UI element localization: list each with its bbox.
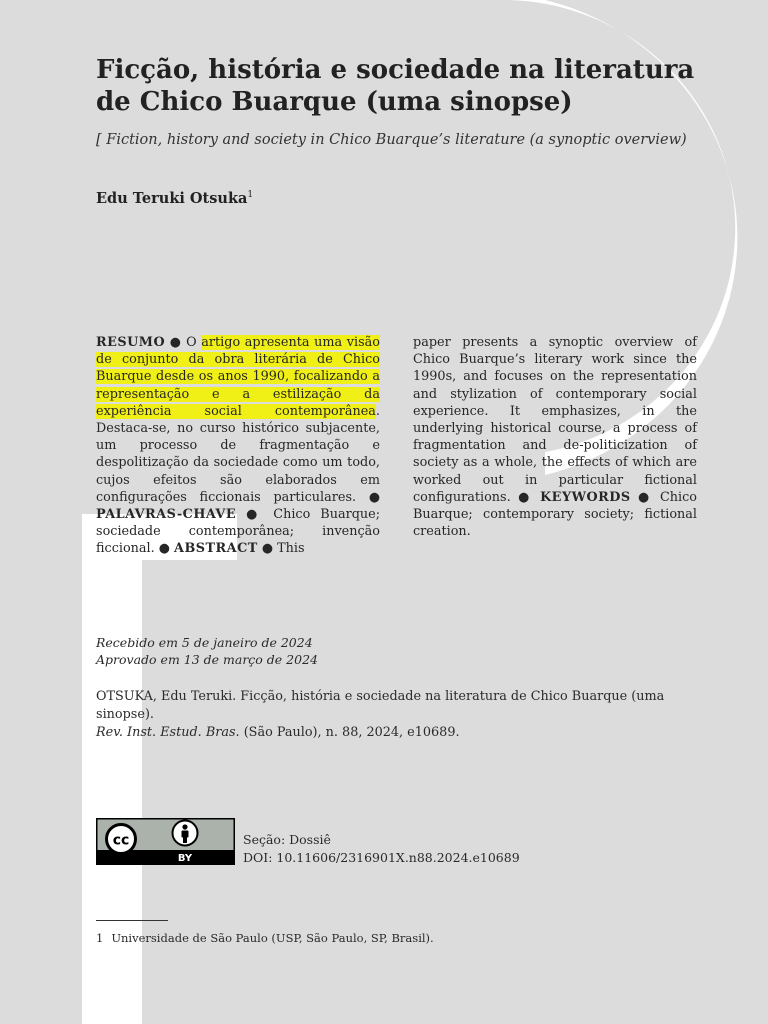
by-label: BY <box>177 853 193 864</box>
palavras-chave-text: Chico Buarque; sociedade contemporânea; invenção ficcional. <box>96 507 381 557</box>
citation-line-2 <box>96 724 706 742</box>
abstract-lead: This <box>277 541 305 557</box>
citation <box>96 688 706 742</box>
palavras-chave-label: PALAVRAS-CHAVE <box>96 507 237 523</box>
abstract-text: paper presents a synoptic overview of Chico Buarque’s literary work since the 1990s, and focuses on the representation and stylization of contemporary social experience. It emphasizes, in the underlying historical course, a process of fragmentation and de-politicization of society as a whole, the effects of which are worked out in particular fictional configurations. <box>413 335 697 505</box>
abstract-column-right <box>413 334 697 540</box>
keywords-text: Chico Buarque; contemporary society; fictional creation. <box>413 489 697 540</box>
footnote-number: 1 <box>96 931 104 945</box>
resumo-label: RESUMO <box>96 335 166 350</box>
received-date: Recebido em 5 de janeiro de 2024 <box>96 635 313 650</box>
bullet: ● <box>169 335 182 350</box>
approved-date: Aprovado em 13 de março de 2024 <box>96 652 318 667</box>
bullet: ● <box>158 541 170 557</box>
doi-link[interactable]: DOI: 10.11606/2316901X.n88.2024.e10689 <box>243 850 520 865</box>
section-info <box>243 831 520 867</box>
bullet: ● <box>261 541 274 557</box>
creative-commons-by-icon[interactable] <box>96 818 235 865</box>
citation-line-1: OTSUKA, Edu Teruki. Ficção, história e sociedade na literatura de Chico Buarque (uma sinopse). <box>96 689 665 722</box>
author-name: Edu Teruki Otsuka <box>96 190 248 207</box>
submission-dates <box>96 634 318 668</box>
citation-journal: Rev. Inst. Estud. Bras. <box>96 725 240 740</box>
person-icon-legs <box>183 837 187 843</box>
bullet: ● <box>246 507 264 523</box>
citation-details: (São Paulo), n. 88, 2024, e10689. <box>243 725 460 740</box>
bullet: ● <box>638 489 653 505</box>
footnote <box>96 930 434 946</box>
resumo-text: . Destaca-se, no curso histórico subjacente, um processo de fragmentação e despolitização da sociedade como um todo, cujos efeitos são elaborados em configurações ficcionais particulares. <box>96 403 380 505</box>
footnote-divider <box>96 920 168 921</box>
author-footnote-mark[interactable]: 1 <box>247 190 254 201</box>
abstract-column-left <box>96 334 380 558</box>
bullet: ● <box>368 489 380 505</box>
cc-letters: cc <box>112 832 130 849</box>
article-subtitle-english: [ Fiction, history and society in Chico Buarque’s literature (a synoptic overview) <box>96 132 687 148</box>
section-label: Seção: Dossiê <box>243 832 331 847</box>
author-line <box>96 190 253 207</box>
resumo-highlighted-text: artigo apresenta uma visão de conjunto da obra literária de Chico Buarque desde os anos 1990, focalizando a representação e a estilização da experiência social contemporânea <box>96 335 380 419</box>
keywords-label: KEYWORDS <box>540 489 631 505</box>
person-icon-body <box>182 831 189 838</box>
abstract-label: ABSTRACT <box>174 541 258 557</box>
resumo-lead: O <box>186 335 197 350</box>
bullet: ● <box>518 489 533 505</box>
person-icon-head <box>182 824 187 829</box>
article-title: Ficção, história e sociedade na literatura de Chico Buarque (uma sinopse) <box>96 55 695 117</box>
footnote-text: Universidade de São Paulo (USP, São Paulo, SP, Brasil). <box>111 931 434 945</box>
